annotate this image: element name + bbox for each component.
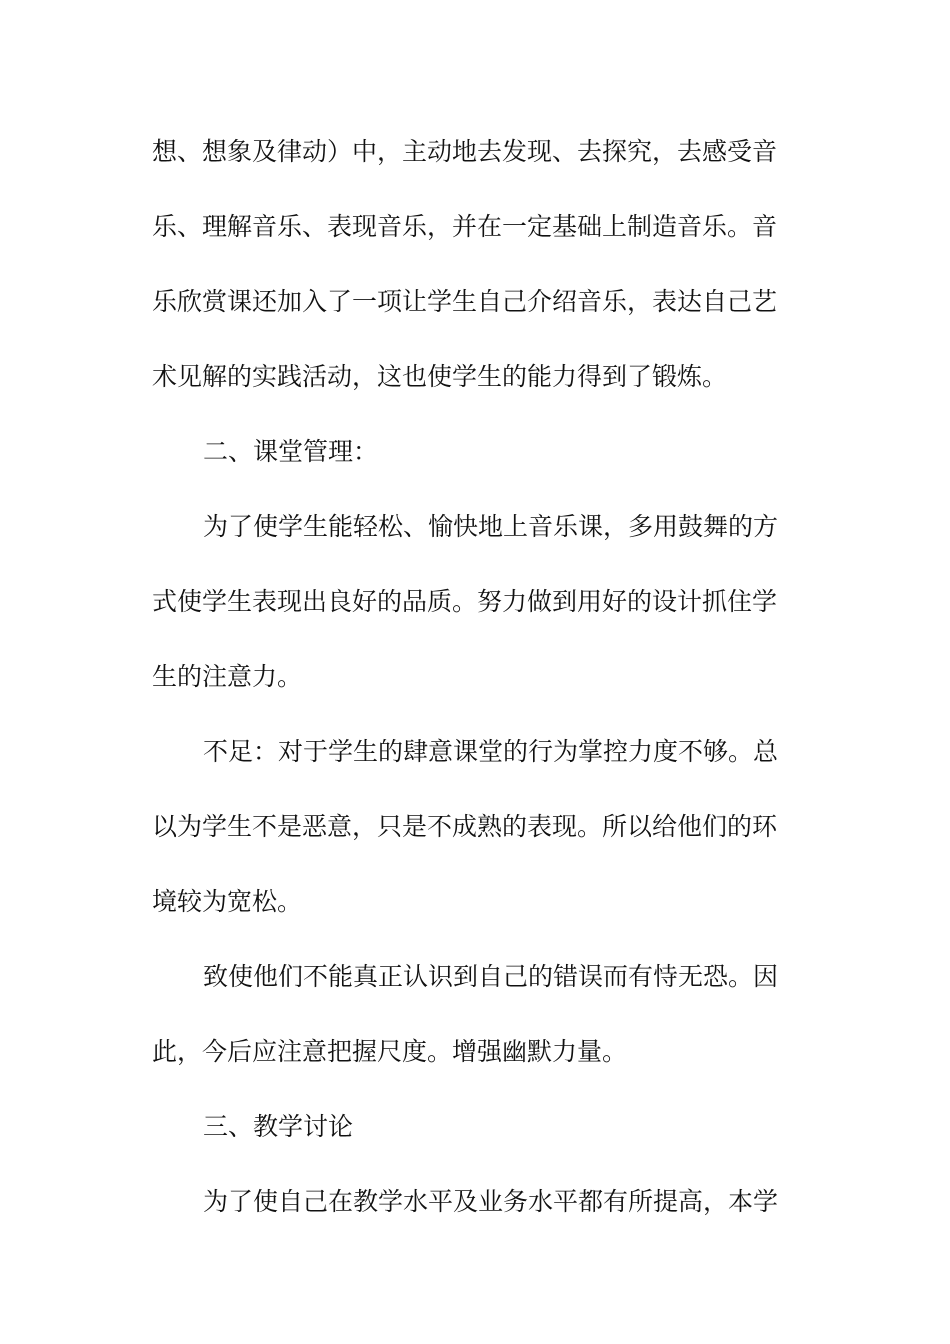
text-line: 为了使自己在教学水平及业务水平都有所提高，本学 <box>203 1187 779 1216</box>
text-line: 此，今后应注意把握尺度。增强幽默力量。 <box>152 1037 628 1066</box>
section-heading: 三、教学讨论 <box>203 1112 354 1141</box>
text-line: 术见解的实践活动，这也使学生的能力得到了锻炼。 <box>152 362 728 391</box>
text-line: 乐欣赏课还加入了一项让学生自己介绍音乐，表达自己艺 <box>152 287 778 316</box>
text-line: 为了使学生能轻松、愉快地上音乐课，多用鼓舞的方 <box>203 512 779 541</box>
text-line: 乐、理解音乐、表现音乐，并在一定基础上制造音乐。音 <box>152 212 778 241</box>
text-line: 境较为宽松。 <box>152 887 303 916</box>
section-heading: 二、课堂管理： <box>203 437 379 466</box>
text-line: 生的注意力。 <box>152 662 303 691</box>
text-line: 式使学生表现出良好的品质。努力做到用好的设计抓住学 <box>152 587 778 616</box>
text-line: 致使他们不能真正认识到自己的错误而有恃无恐。因 <box>203 962 779 991</box>
text-line: 想、想象及律动）中，主动地去发现、去探究，去感受音 <box>152 137 778 166</box>
text-line: 不足：对于学生的肆意课堂的行为掌控力度不够。总 <box>203 737 779 766</box>
text-line: 以为学生不是恶意，只是不成熟的表现。所以给他们的环 <box>152 812 778 841</box>
